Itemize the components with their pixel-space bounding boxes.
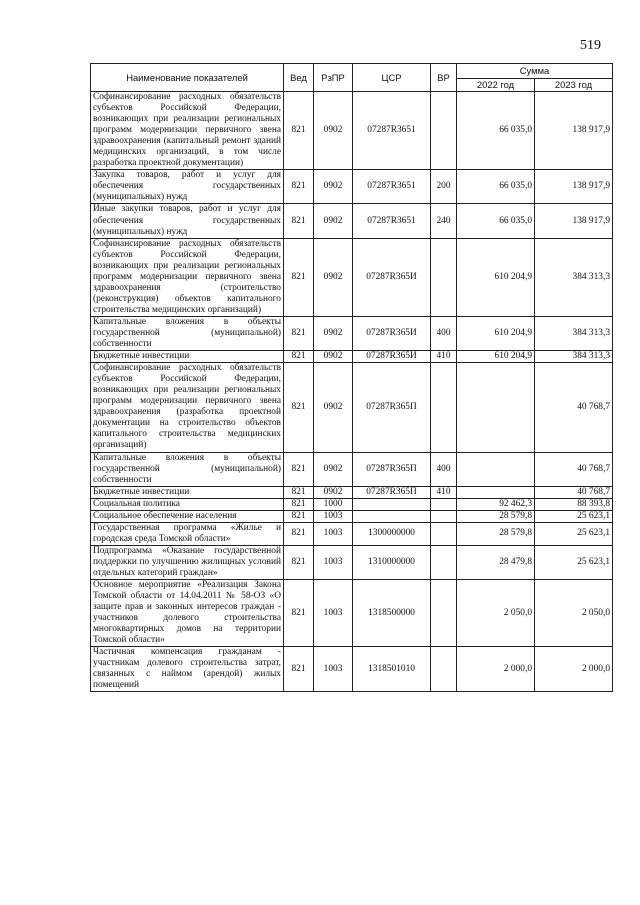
header-ved: Вед — [284, 64, 314, 92]
row-csr: 07287R365И — [353, 316, 431, 350]
table-row — [91, 204, 613, 238]
row-sum-2022 — [457, 363, 535, 452]
row-name: Социальная политика — [91, 498, 284, 510]
row-sum-2023: 25 623,1 — [535, 545, 613, 579]
header-year-2022: 2022 год — [457, 79, 535, 92]
row-rzpr: 1003 — [314, 580, 353, 647]
table-row — [91, 510, 613, 522]
row-rzpr: 0902 — [314, 170, 353, 204]
row-sum-2023: 25 623,1 — [535, 510, 613, 522]
row-name: Частичная компенсация гражданам - участникам долевого строительства затрат, связанных с наймом (арендой) жилых помещений — [91, 647, 284, 692]
row-sum-2023: 384 313,3 — [535, 316, 613, 350]
row-csr — [353, 498, 431, 510]
row-name: Основное мероприятие «Реализация Закона Томской области от 14.04.2011 № 58-ОЗ «О защите прав и законных интересов граждан - участников долевого строительства многоквартирных домов на территории Томской области» — [91, 580, 284, 647]
row-ved: 821 — [284, 316, 314, 350]
row-sum-2022: 28 579,8 — [457, 522, 535, 545]
row-name: Закупка товаров, работ и услуг для обеспечения государственных (муниципальных) нужд — [91, 170, 284, 204]
row-sum-2023: 384 313,3 — [535, 238, 613, 316]
row-csr — [353, 510, 431, 522]
row-sum-2022: 610 204,9 — [457, 316, 535, 350]
row-sum-2023: 138 917,9 — [535, 170, 613, 204]
table-row — [91, 498, 613, 510]
header-rzpr: РзПР — [314, 64, 353, 92]
row-ved: 821 — [284, 452, 314, 486]
row-ved: 821 — [284, 580, 314, 647]
row-csr: 1310000000 — [353, 545, 431, 579]
table-row — [91, 238, 613, 316]
table-row — [91, 647, 613, 692]
row-ved: 821 — [284, 170, 314, 204]
row-sum-2022: 92 462,3 — [457, 498, 535, 510]
row-name: Социальное обеспечение населения — [91, 510, 284, 522]
row-name: Бюджетные инвестиции — [91, 351, 284, 363]
table-row — [91, 580, 613, 647]
row-sum-2023: 2 000,0 — [535, 647, 613, 692]
row-name: Софинансирование расходных обязательств субъектов Российской Федерации, возникающих при реализации региональных программ модернизации первичного звена здравоохранения (строительство (реконструкция) объектов капитального строительства медицинских организаций) — [91, 238, 284, 316]
row-sum-2022 — [457, 486, 535, 498]
row-csr: 07287R365И — [353, 238, 431, 316]
row-ved: 821 — [284, 647, 314, 692]
row-rzpr: 1003 — [314, 647, 353, 692]
row-rzpr: 0902 — [314, 204, 353, 238]
row-rzpr: 1003 — [314, 510, 353, 522]
table-row — [91, 363, 613, 452]
row-vr: 400 — [431, 452, 457, 486]
row-vr — [431, 522, 457, 545]
table-row — [91, 545, 613, 579]
row-sum-2022: 66 035,0 — [457, 92, 535, 170]
row-sum-2022: 66 035,0 — [457, 204, 535, 238]
row-ved: 821 — [284, 351, 314, 363]
header-sum: Сумма — [457, 64, 613, 79]
row-csr: 1318501010 — [353, 647, 431, 692]
row-sum-2023: 25 623,1 — [535, 522, 613, 545]
row-rzpr: 1003 — [314, 545, 353, 579]
table-row — [91, 452, 613, 486]
row-csr: 07287R3651 — [353, 204, 431, 238]
row-csr: 07287R365П — [353, 452, 431, 486]
row-sum-2022: 28 479,8 — [457, 545, 535, 579]
row-name: Софинансирование расходных обязательств субъектов Российской Федерации, возникающих при реализации региональных программ модернизации первичного звена здравоохранения (разработка проектной документации на строительство объектов капитального строительства медицинских организаций) — [91, 363, 284, 452]
row-vr: 410 — [431, 486, 457, 498]
row-name: Капитальные вложения в объекты государственной (муниципальной) собственности — [91, 316, 284, 350]
header-vr: ВР — [431, 64, 457, 92]
row-sum-2022: 2 000,0 — [457, 647, 535, 692]
table-row — [91, 170, 613, 204]
row-csr: 1300000000 — [353, 522, 431, 545]
row-csr: 07287R365П — [353, 363, 431, 452]
row-ved: 821 — [284, 522, 314, 545]
row-rzpr: 0902 — [314, 363, 353, 452]
row-ved: 821 — [284, 498, 314, 510]
row-sum-2022: 2 050,0 — [457, 580, 535, 647]
row-rzpr: 0902 — [314, 486, 353, 498]
row-sum-2023: 40 768,7 — [535, 452, 613, 486]
row-sum-2023: 138 917,9 — [535, 92, 613, 170]
row-ved: 821 — [284, 238, 314, 316]
row-vr: 240 — [431, 204, 457, 238]
row-csr: 1318500000 — [353, 580, 431, 647]
row-ved: 821 — [284, 510, 314, 522]
row-ved: 821 — [284, 486, 314, 498]
row-sum-2023: 384 313,3 — [535, 351, 613, 363]
row-ved: 821 — [284, 545, 314, 579]
row-ved: 821 — [284, 204, 314, 238]
row-vr — [431, 580, 457, 647]
table-row — [91, 486, 613, 498]
budget-table — [90, 63, 613, 692]
header-name: Наименование показателей — [91, 64, 284, 92]
row-vr: 200 — [431, 170, 457, 204]
row-sum-2022: 610 204,9 — [457, 238, 535, 316]
row-name: Софинансирование расходных обязательств субъектов Российской Федерации, возникающих при реализации региональных программ модернизации первичного звена здравоохранения (капитальный ремонт зданий медицинских организаций, в том числе разработка проектной документации) — [91, 92, 284, 170]
row-rzpr: 0902 — [314, 452, 353, 486]
header-year-2023: 2023 год — [535, 79, 613, 92]
row-vr — [431, 498, 457, 510]
table-row — [91, 92, 613, 170]
row-csr: 07287R3651 — [353, 170, 431, 204]
row-name: Подпрограмма «Оказание государственной поддержки по улучшению жилищных условий отдельных категорий граждан» — [91, 545, 284, 579]
row-vr: 400 — [431, 316, 457, 350]
row-name: Иные закупки товаров, работ и услуг для обеспечения государственных (муниципальных) нужд — [91, 204, 284, 238]
row-rzpr: 1000 — [314, 498, 353, 510]
row-ved: 821 — [284, 363, 314, 452]
row-rzpr: 1003 — [314, 522, 353, 545]
row-csr: 07287R365И — [353, 351, 431, 363]
header-csr: ЦСР — [353, 64, 431, 92]
row-ved: 821 — [284, 92, 314, 170]
row-name: Государственная программа «Жилье и городская среда Томской области» — [91, 522, 284, 545]
row-vr — [431, 363, 457, 452]
row-csr: 07287R365П — [353, 486, 431, 498]
row-vr — [431, 92, 457, 170]
row-sum-2023: 2 050,0 — [535, 580, 613, 647]
row-sum-2022: 610 204,9 — [457, 351, 535, 363]
row-csr: 07287R3651 — [353, 92, 431, 170]
row-sum-2023: 88 393,8 — [535, 498, 613, 510]
row-sum-2023: 138 917,9 — [535, 204, 613, 238]
row-vr — [431, 545, 457, 579]
row-name: Бюджетные инвестиции — [91, 486, 284, 498]
row-sum-2022: 66 035,0 — [457, 170, 535, 204]
row-rzpr: 0902 — [314, 238, 353, 316]
page-number: 519 — [580, 38, 601, 53]
row-vr — [431, 647, 457, 692]
row-sum-2023: 40 768,7 — [535, 486, 613, 498]
row-rzpr: 0902 — [314, 316, 353, 350]
row-rzpr: 0902 — [314, 351, 353, 363]
row-vr: 410 — [431, 351, 457, 363]
table-row — [91, 351, 613, 363]
row-sum-2022 — [457, 452, 535, 486]
row-sum-2022: 28 579,8 — [457, 510, 535, 522]
row-vr — [431, 510, 457, 522]
row-rzpr: 0902 — [314, 92, 353, 170]
row-name: Капитальные вложения в объекты государственной (муниципальной) собственности — [91, 452, 284, 486]
table-body — [91, 92, 613, 692]
table-row — [91, 316, 613, 350]
table-row — [91, 522, 613, 545]
row-sum-2023: 40 768,7 — [535, 363, 613, 452]
row-vr — [431, 238, 457, 316]
